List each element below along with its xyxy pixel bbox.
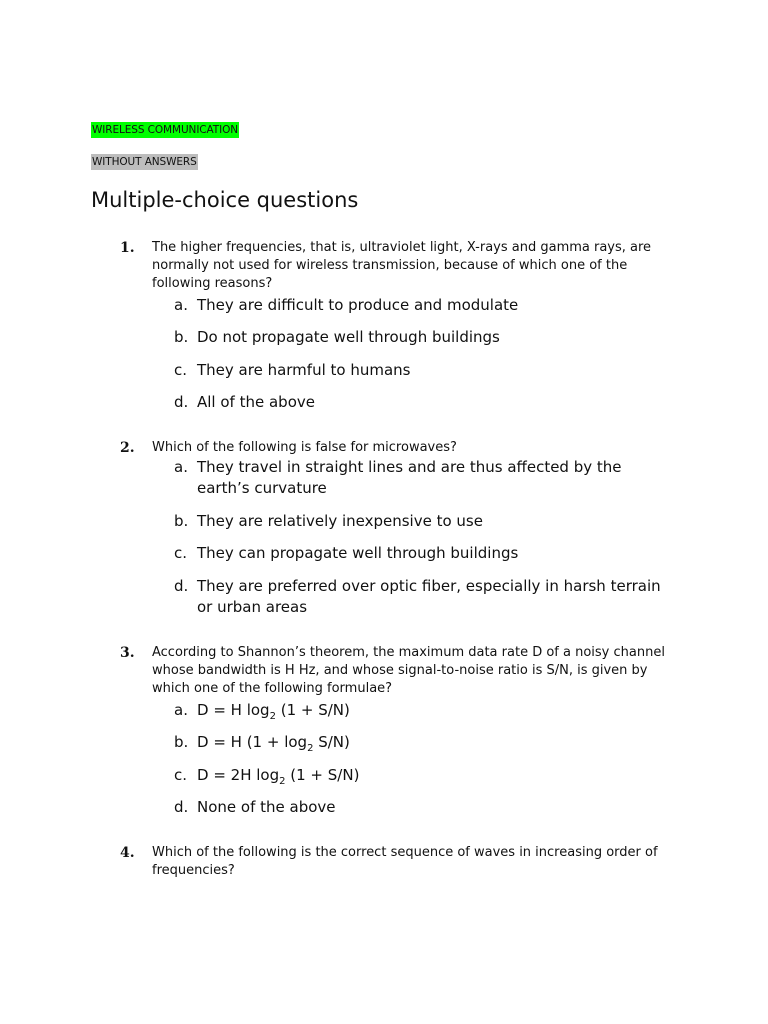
option-1a xyxy=(174,295,674,316)
option-2d xyxy=(174,576,674,618)
question-number: 4. xyxy=(120,845,135,861)
formula-b: D = H $(1 + \log_2 S/N)$ xyxy=(197,733,350,754)
option-letter: d. xyxy=(174,577,189,595)
formula-a: D = H $\log_2 (1 + S/N)$ xyxy=(197,701,350,722)
question-text: The higher frequencies, that is, ultraviolet light, X-rays and gamma rays, are normally not used for wireless transmission, because of which one of the following reasons? xyxy=(152,240,652,291)
option-text: They are difficult to produce and modulate xyxy=(197,296,519,314)
option-letter: c. xyxy=(174,766,188,784)
option-text: They travel in straight lines and are thus affected by the earth’s curvature xyxy=(197,458,622,497)
question-number: 2. xyxy=(120,440,135,456)
option-3d xyxy=(174,797,674,818)
question-text: Which of the following is the correct sequence of waves in increasing order of frequencies? xyxy=(152,845,658,878)
option-1d xyxy=(174,392,674,413)
question-text: Which of the following is false for microwaves? xyxy=(152,440,457,455)
option-text: Do not propagate well through buildings xyxy=(197,328,500,346)
option-text: All of the above xyxy=(197,393,315,411)
option-letter: b. xyxy=(174,328,189,346)
option-text: They can propagate well through buildings xyxy=(197,544,519,562)
option-letter: b. xyxy=(174,733,189,751)
course-tag: WIRELESS COMMUNICATION xyxy=(92,124,239,136)
option-letter: a. xyxy=(174,458,188,476)
option-letter: c. xyxy=(174,361,188,379)
option-text: None of the above xyxy=(197,798,336,816)
option-3a xyxy=(174,700,674,721)
option-letter: b. xyxy=(174,512,189,530)
option-2a xyxy=(174,457,674,499)
option-letter: c. xyxy=(174,544,188,562)
option-letter: d. xyxy=(174,393,189,411)
option-text: They are preferred over optic fiber, especially in harsh terrain or urban areas xyxy=(197,577,661,616)
option-letter: d. xyxy=(174,798,189,816)
question-number: 1. xyxy=(120,240,135,256)
option-letter: a. xyxy=(174,296,188,314)
version-tag: WITHOUT ANSWERS xyxy=(92,156,197,168)
page-title: Multiple-choice questions xyxy=(91,188,359,212)
option-1c xyxy=(174,360,674,381)
question-number: 3. xyxy=(120,645,135,661)
question-text: According to Shannon’s theorem, the maximum data rate D of a noisy channel whose bandwidth is H Hz, and whose signal-to-noise ratio is S/N, is given by which one of the following formulae? xyxy=(152,645,665,696)
option-2b xyxy=(174,511,674,532)
option-3b xyxy=(174,732,674,753)
option-text: They are harmful to humans xyxy=(197,361,411,379)
option-letter: a. xyxy=(174,701,188,719)
formula-c: D = 2H $\log_2 (1 + S/N)$ xyxy=(197,766,360,787)
option-3c xyxy=(174,765,674,786)
option-text: They are relatively inexpensive to use xyxy=(197,512,483,530)
option-2c xyxy=(174,543,674,564)
option-1b xyxy=(174,327,674,348)
